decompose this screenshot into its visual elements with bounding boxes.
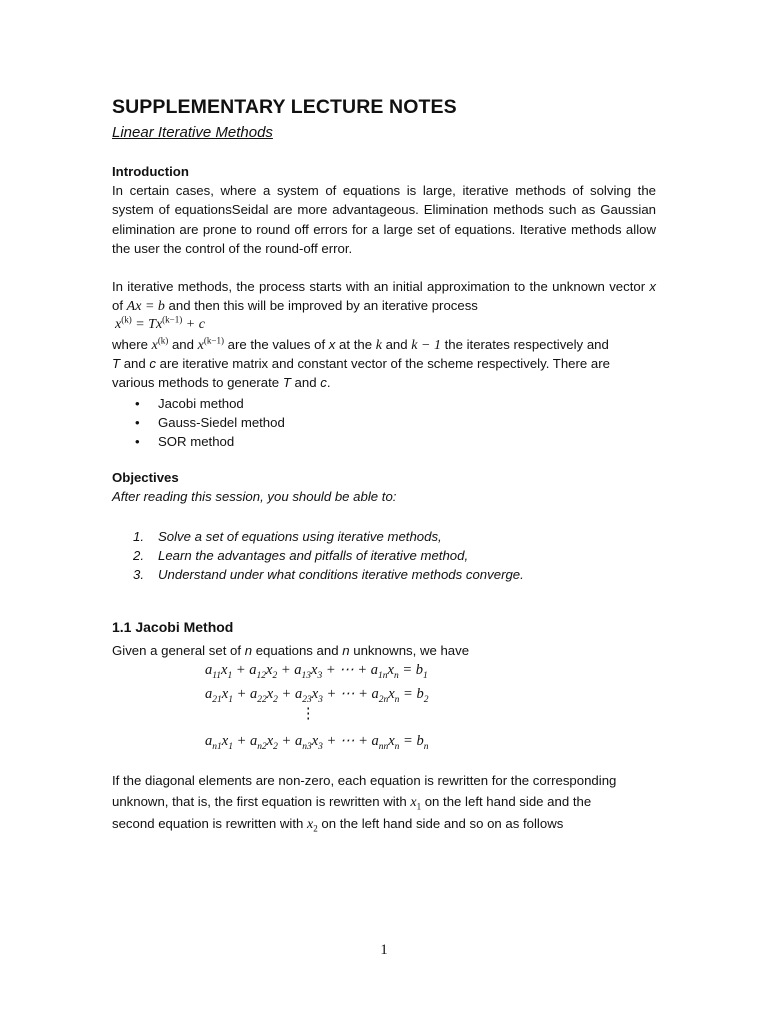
equation-row-1: $a_{11}x_1 + a_{12}x_2 + a_{13}x_3$ + ⋯ + $a_{1n}x_n = b_1$ xyxy=(205,662,428,681)
objectives-heading: Objectives xyxy=(112,470,179,485)
jacobi-heading: 1.1 Jacobi Method xyxy=(112,619,234,635)
list-item: 3. Understand under what conditions iterative methods converge. xyxy=(133,567,524,583)
iterative-paragraph: In iterative methods, the process starts with an initial approximation to the unknown vector x of Ax = b and then this will be improved by an iterative process xyxy=(112,279,656,315)
equation-row-n: $a_{n1}x_1 + a_{n2}x_2 + a_{n3}x_3$ + ⋯ + $a_{nn}x_n = b_n$ xyxy=(205,733,429,752)
objectives-lead: After reading this session, you should be able to: xyxy=(112,489,397,504)
list-item: 1. Solve a set of equations using iterative methods, xyxy=(133,529,442,544)
diagonal-line-1: If the diagonal elements are non-zero, each equation is rewritten for the corresponding xyxy=(112,773,617,788)
equation-ax-b: Ax = b xyxy=(126,299,165,315)
jacobi-intro: Given a general set of n equations and n unknowns, we have xyxy=(112,643,470,658)
vertical-ellipsis: ⋮ xyxy=(301,706,316,722)
iteration-formula: $x^{(k)} = Tx^{(k-1)} + c$ xyxy=(115,314,205,332)
list-item: 2. Learn the advantages and pitfalls of iterative method, xyxy=(133,548,469,564)
where-line: where $x^{(k)}$ and $x^{(k-1)}$ are the values of x at the k and k − 1 the iterates respectively and xyxy=(112,335,609,353)
scheme-line: T and c are iterative matrix and constant vector of the scheme respectively. There are xyxy=(112,356,610,371)
methods-intro-line: various methods to generate T and c. xyxy=(112,375,331,390)
document-subtitle: Linear Iterative Methods xyxy=(112,124,273,141)
introduction-heading: Introduction xyxy=(112,164,189,179)
introduction-paragraph: In certain cases, where a system of equations is large, iterative methods of solving the system of equationsSeidal are more advantageous. Elimination methods such as Gaussian elimination are prone to round off errors for a large set of equations. Iterative methods allow the user the control of the round-off error. xyxy=(112,183,656,257)
list-item: • Gauss-Siedel method xyxy=(112,413,656,432)
methods-list xyxy=(112,394,656,452)
page-number: 1 xyxy=(380,942,388,958)
list-item: • SOR method xyxy=(112,432,656,451)
document-title: SUPPLEMENTARY LECTURE NOTES xyxy=(112,96,457,118)
diagonal-line-3: second equation is rewritten with $x_2$ on the left hand side and so on as follows xyxy=(112,816,564,834)
diagonal-line-2: unknown, that is, the first equation is rewritten with $x_1$ on the left hand side and the xyxy=(112,794,592,812)
list-item: • Jacobi method xyxy=(112,394,656,413)
objectives-list xyxy=(112,527,656,585)
equation-row-2: $a_{21}x_1 + a_{22}x_2 + a_{23}x_3$ + ⋯ + $a_{2n}x_n = b_2$ xyxy=(205,686,429,705)
